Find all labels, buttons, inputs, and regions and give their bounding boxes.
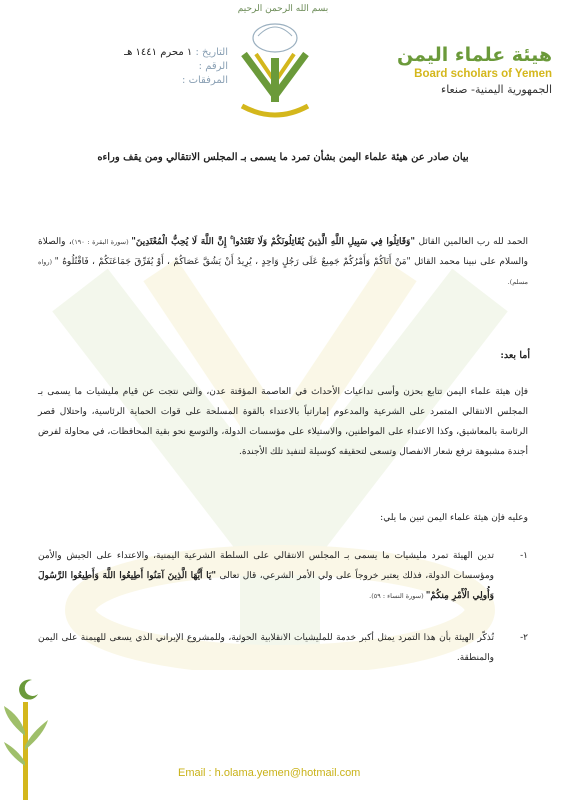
main-paragraph: فإن هيئة علماء اليمن تتابع بحزن وأسى تداعيات الأحداث في العاصمة المؤقتة عدن، والتي نتجت عن قيام مليشيات ما يسمى بـ المجلس الانتقالي المتمرد على الشرعية والمدعوم إماراتياً بالاعتداء بالقوة المسلحة على قوات الحماية الرئاسية، واحتلال قصر الرئاسة بالمعاشيق، وكذا الاعتداء على المواطنين، والاستيلاء على مؤسسات الدولة، والتوسع نحو بقية المحافظات، في محاولة لفرض أجندة مشبوهة ترفع شعار الانفصال وتسعى لتحقيقه كوسيلة لتنفيذ تلك الأجندة. [38,387,528,457]
corner-decoration-icon [2,676,50,800]
contact-email: Email : h.olama.yemen@hotmail.com [178,767,361,779]
emblem-logo [230,18,320,123]
org-name-arabic: هيئة علماء اليمن [397,44,552,66]
lead-sentence: وعليه فإن هيئة علماء اليمن تبين ما يلي: [380,513,528,523]
list-item [38,628,528,668]
item-number: ١- [520,551,528,561]
intro-hadith-ref: (رواه مسلم). [38,258,528,286]
item-number: ٢- [520,633,528,643]
date-row [98,46,228,60]
org-name-english: Board scholars of Yemen [414,68,552,80]
basmala: بسم الله الرحمن الرحيم [237,4,329,14]
statement-title: بيان صادر عن هيئة علماء اليمن بشأن تمرد ما يسمى بـ المجلس الانتقالي ومن يقف وراءه [97,152,469,163]
letter-meta [98,46,228,88]
list-item [38,546,528,606]
attachments-label: المرفقات : [182,75,228,86]
org-location: الجمهورية اليمنية- صنعاء [441,83,552,96]
intro-text: الحمد لله رب العالمين القائل [415,237,528,247]
intro-hadith: ، والصلاة والسلام على نبينا محمد القائل "مَنْ أَتَاكُمْ وَأَمْرُكُمْ جَمِيعٌ عَلَى رَجُلٍ وَاحِدٍ ، يُرِيدُ أَنْ يَشُقَّ عَصَاكُمْ ، أَوْ يُفَرِّقَ جَمَاعَتَكُمْ ، فَاقْتُلُوهُ " [38,237,528,267]
intro-paragraph [38,232,528,292]
section-heading: أما بعد: [500,350,530,361]
item-text [38,546,494,606]
item-body: تدين الهيئة تمرد مليشيات ما يسمى بـ المجلس الانتقالي على السلطة الشرعية اليمنية، والاعتداء على الجيش والأمن ومؤسسات الدولة، فذلك يعتبر خروجاً على ولي الأمر الشرعي، قال تعالى [38,551,494,581]
item-text: تُذكّر الهيئة بأن هذا التمرد يمثل أكبر خدمة للمليشيات الانقلابية الحوثية، وللمشروع الإيراني الذي يسعى للهيمنة على اليمن والمنطقة. [38,633,494,663]
date-value: ١ محرم ١٤٤١ هـ [124,47,193,58]
date-label: التاريخ : [195,47,228,58]
intro-verse-ref: (سورة البقرة : ١٩٠) [71,238,132,246]
number-label: الرقم : [198,61,228,72]
item-verse-ref: (سورة النساء : ٥٩). [369,592,426,600]
attachments-row [98,74,228,88]
emblem-icon [230,18,320,123]
item-verse: "يَا أَيُّهَا الَّذِينَ آمَنُوا أَطِيعُوا اللَّهَ وَأَطِيعُوا الرَّسُولَ وَأُولِي الْأَمْرِ مِنكُمْ" [38,571,494,601]
organization-header [332,44,552,98]
intro-verse: "وَقَاتِلُوا فِي سَبِيلِ اللَّهِ الَّذِينَ يُقَاتِلُونَكُمْ وَلَا تَعْتَدُوا ۚ إِنَّ اللَّهَ لَا يُحِبُّ الْمُعْتَدِينَ" [131,237,416,247]
number-row [98,60,228,74]
